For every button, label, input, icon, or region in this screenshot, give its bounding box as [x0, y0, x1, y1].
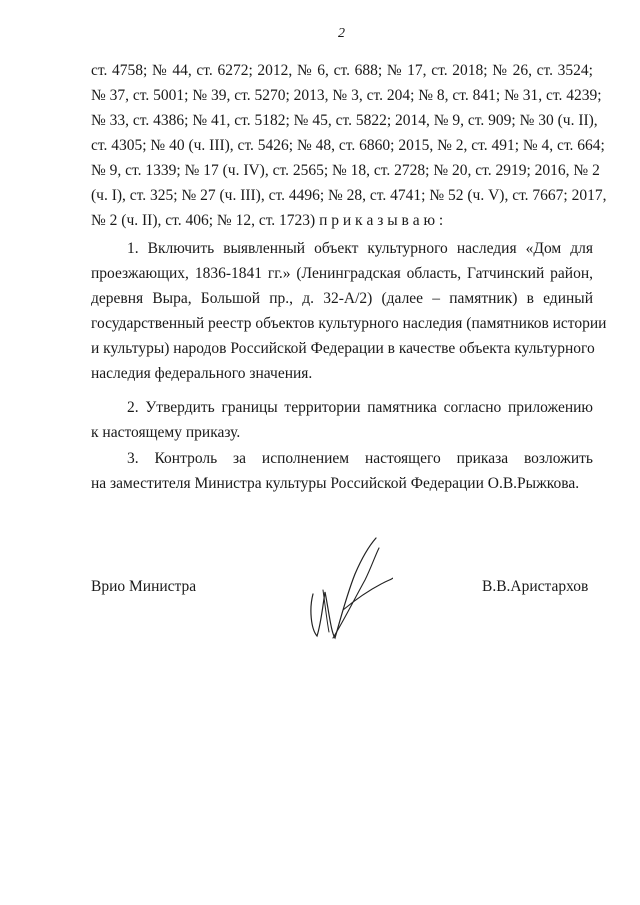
- item-3-first-line: 3. Контроль за исполнением настоящего приказа возложить: [127, 450, 593, 467]
- text-line: ст. 4758; № 44, ст. 6272; 2012, № 6, ст. 688; № 17, ст. 2018; № 26, ст. 3524;: [91, 62, 593, 79]
- item-1-last-line: наследия федерального значения.: [91, 365, 313, 382]
- text-line: № 9, ст. 1339; № 17 (ч. IV), ст. 2565; № 18, ст. 2728; № 20, ст. 2919; 2016, № 2: [91, 162, 600, 179]
- item-2-first-line: 2. Утвердить границы территории памятника согласно приложению: [127, 399, 593, 416]
- signatory-name: В.В.Аристархов: [482, 578, 589, 595]
- text-line-order-clause: № 2 (ч. II), ст. 406; № 12, ст. 1723) п р и к а з ы в а ю :: [91, 212, 444, 229]
- text-line: № 37, ст. 5001; № 39, ст. 5270; 2013, № 3, ст. 204; № 8, ст. 841; № 31, ст. 4239;: [91, 87, 602, 104]
- handwritten-signature: [303, 534, 393, 644]
- item-2-last-line: к настоящему приказу.: [91, 424, 241, 441]
- text-line: ст. 4305; № 40 (ч. III), ст. 5426; № 48, ст. 6860; 2015, № 2, ст. 491; № 4, ст. 664;: [91, 137, 605, 154]
- item-3-last-line: на заместителя Министра культуры Российской Федерации О.В.Рыжкова.: [91, 475, 580, 492]
- text-line: № 33, ст. 4386; № 41, ст. 5182; № 45, ст. 5822; 2014, № 9, ст. 909; № 30 (ч. II),: [91, 112, 598, 129]
- item-1-line: деревня Выра, Большой пр., д. 32-А/2) (далее – памятник) в единый: [91, 290, 593, 307]
- item-1-first-line: 1. Включить выявленный объект культурного наследия «Дом для: [127, 240, 593, 257]
- item-1-line: государственный реестр объектов культурного наследия (памятников истории: [91, 315, 607, 332]
- text-line: (ч. I), ст. 325; № 27 (ч. III), ст. 4496; № 28, ст. 4741; № 52 (ч. V), ст. 7667; 2017,: [91, 187, 607, 204]
- item-1-line: проезжающих, 1836-1841 гг.» (Ленинградская область, Гатчинский район,: [91, 265, 593, 282]
- page-number: 2: [338, 26, 345, 41]
- item-1-line: и культуры) народов Российской Федерации в качестве объекта культурного: [91, 340, 595, 357]
- signatory-title: Врио Министра: [91, 578, 197, 595]
